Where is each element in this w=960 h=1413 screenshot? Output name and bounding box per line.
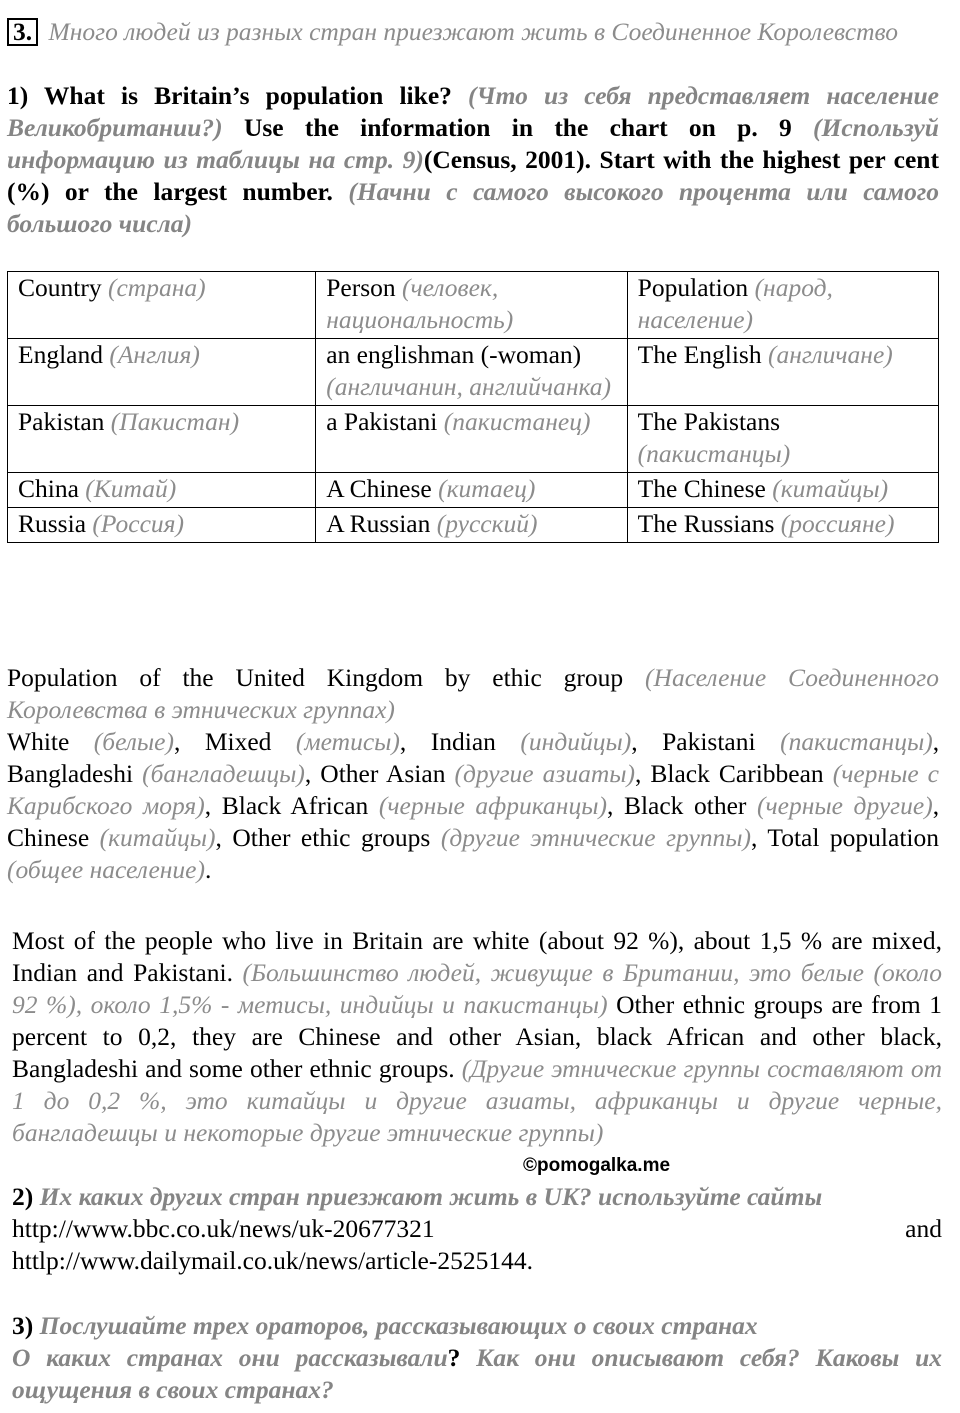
task2-text: Их каких других стран приезжают жить в UK? используйте сайты — [39, 1182, 823, 1211]
cell-ru: (пакистанец) — [443, 407, 591, 436]
table-cell — [316, 473, 627, 508]
cell-en: Russia — [18, 509, 87, 538]
group-en: Other ethic groups — [232, 823, 431, 852]
task3-line2a: О каких странах они рассказывали — [12, 1343, 448, 1372]
task1-census: (Census, 2001). Start with the highest per cent (%) or the largest number. — [7, 145, 939, 206]
group-en: Bangladeshi — [7, 759, 134, 788]
group-ru: (белые) — [93, 727, 174, 756]
cell-en: England — [18, 340, 103, 369]
cell-ru: (Пакистан) — [110, 407, 240, 436]
table-cell — [8, 473, 316, 508]
group-ru: (другие азиаты) — [454, 759, 635, 788]
task1-question-ru: (Что из себя представляет население Великобритании?) — [7, 81, 939, 142]
task2-url-row — [12, 1213, 942, 1245]
cell-en: The Chinese — [637, 474, 766, 503]
table-cell — [316, 508, 627, 543]
table-cell — [8, 406, 316, 473]
task1-start-ru: (Начни с самого высокого процента или самого большого числа) — [7, 177, 940, 238]
exercise-title: Много людей из разных стран приезжают жить в Соединенное Королевство — [48, 17, 898, 46]
group-ru: (другие этнические группы) — [440, 823, 752, 852]
group-en: Black other — [623, 791, 747, 820]
table-row — [8, 339, 939, 406]
group-ru: (индийцы) — [520, 727, 632, 756]
table-cell — [8, 272, 316, 339]
group-en: White — [7, 727, 70, 756]
group-en: Total population — [767, 823, 939, 852]
dailymail-link[interactable]: httlp://www.dailymail.co.uk/news/article-2525144. — [12, 1246, 533, 1275]
ethnic-groups-block — [7, 662, 939, 886]
task2-block — [12, 1181, 942, 1277]
cell-ru: (человек, национальность) — [326, 273, 514, 334]
group-en: Pakistani — [662, 727, 756, 756]
task1-question: 1) What is Britain’s population like? — [7, 81, 452, 110]
task3-qmark: ? — [447, 1343, 461, 1372]
table-row — [8, 508, 939, 543]
cell-en: an englishman (-woman) — [326, 340, 582, 369]
task3-line1: Послушайте трех ораторов, рассказывающих о своих странах — [39, 1311, 758, 1340]
table-cell — [627, 406, 938, 473]
nationality-table — [7, 271, 939, 543]
cell-ru: (китайцы) — [772, 474, 889, 503]
cell-en: Pakistan — [18, 407, 105, 436]
table-row — [8, 473, 939, 508]
cell-en: a Pakistani — [326, 407, 438, 436]
task3-block — [12, 1310, 942, 1406]
cell-ru: (россияне) — [780, 509, 895, 538]
answer-p1-ru: (Большинство людей, живущие в Британии, это белые (около 92 %), около 1,5% - метисы, индийцы и пакистанцы) — [12, 958, 942, 1019]
group-en: Black Caribbean — [650, 759, 824, 788]
group-ru: (пакистанцы) — [780, 727, 933, 756]
answer-p2: Other ethnic groups are from 1 percent to 0,2, they are Chinese and other Asian, black African and other black, Bangladeshi and some other ethnic groups. — [12, 990, 943, 1083]
cell-en: Person — [326, 273, 396, 302]
table-cell — [627, 473, 938, 508]
group-en: Chinese — [7, 823, 90, 852]
cell-en: A Chinese — [326, 474, 432, 503]
cell-ru: (пакистанцы) — [637, 439, 791, 468]
cell-en: A Russian — [326, 509, 431, 538]
group-ru: (китайцы) — [99, 823, 216, 852]
exercise-header — [7, 16, 939, 48]
cell-en: Population — [637, 273, 749, 302]
group-en: Black African — [221, 791, 369, 820]
cell-ru: (Китай) — [85, 474, 177, 503]
exercise-number: 3. — [7, 18, 38, 46]
cell-en: The Russians — [637, 509, 775, 538]
cell-en: The Pakistans — [637, 407, 781, 436]
cell-ru: (Россия) — [92, 509, 185, 538]
task1-use-ru: (Используй информацию из таблицы на стр. 9) — [7, 113, 939, 174]
task3-line2b: Как они описывают себя? Каковы их ощущения в своих странах? — [12, 1343, 943, 1404]
cell-ru: (Англия) — [109, 340, 200, 369]
table-row — [8, 272, 939, 339]
cell-en: The English — [637, 340, 762, 369]
cell-ru: (страна) — [107, 273, 206, 302]
group-ru: (бангладешцы) — [142, 759, 305, 788]
group-ru: (черные африканцы) — [378, 791, 607, 820]
group-ru: (черные другие) — [757, 791, 933, 820]
answer-p2-ru: (Другие этнические группы составляют от 1 до 0,2 %, это китайцы и другие азиаты, африканцы и другие черные, бангладешцы и некоторые другие этнические группы) — [12, 1054, 942, 1147]
cell-ru: (китаец) — [438, 474, 536, 503]
answer-p1: Most of the people who live in Britain are white (about 92 %), about 1,5 % are mixed, Indian and Pakistani. — [12, 926, 942, 987]
task1-instructions — [7, 80, 939, 240]
watermark: ©pomogalka.me — [523, 1155, 671, 1176]
task3-number: 3) — [12, 1311, 34, 1340]
group-ru: (общее население) — [7, 855, 205, 884]
and-text: and — [905, 1214, 942, 1243]
table-cell — [627, 339, 938, 406]
table-row — [8, 406, 939, 473]
groups-heading: Population of the United Kingdom by ethic group — [7, 663, 624, 692]
cell-ru: (русский) — [436, 509, 538, 538]
table-cell — [316, 339, 627, 406]
answer-paragraph — [12, 925, 942, 1149]
cell-ru: (народ, население) — [637, 273, 833, 334]
task2-number: 2) — [12, 1182, 34, 1211]
cell-ru: (англичанин, английчанка) — [326, 372, 612, 401]
cell-en: China — [18, 474, 79, 503]
cell-en: Country — [18, 273, 102, 302]
groups-heading-ru: (Население Соединенного Королевства в этнических группах) — [7, 663, 939, 724]
group-ru: (черные с Карибского моря) — [7, 759, 939, 820]
table-cell — [8, 339, 316, 406]
groups-list: White (белые), Mixed (метисы), Indian (индийцы), Pakistani (пакистанцы), Bangladeshi (бангладешцы), Other Asian (другие азиаты), Black Caribbean (черные с Карибского моря), Black African (черные африканцы), Black other (черные другие), Chinese (китайцы), Other ethic groups (другие этнические группы), Total population (общее население). — [7, 727, 940, 884]
table-cell — [627, 508, 938, 543]
task1-use: Use the information in the chart on p. 9 — [243, 113, 792, 142]
bbc-link[interactable]: http://www.bbc.co.uk/news/uk-20677321 — [12, 1214, 435, 1243]
table-cell — [8, 508, 316, 543]
group-en: Indian — [430, 727, 496, 756]
group-ru: (метисы) — [295, 727, 400, 756]
table-cell — [627, 272, 938, 339]
group-en: Other Asian — [320, 759, 446, 788]
cell-ru: (англичане) — [768, 340, 893, 369]
group-en: Mixed — [204, 727, 272, 756]
table-cell — [316, 272, 627, 339]
table-cell — [316, 406, 627, 473]
